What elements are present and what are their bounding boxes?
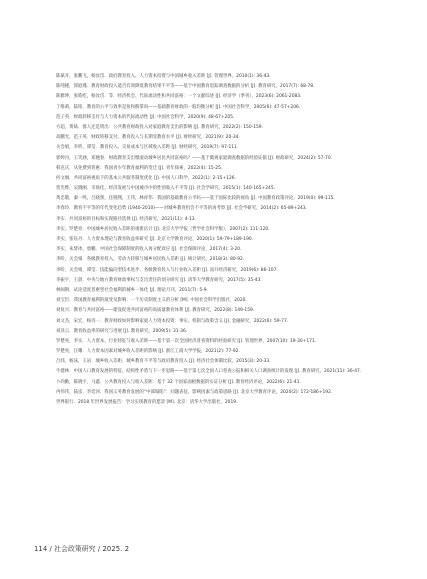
reference-entry: 吕炜，杨沫，王岩．城乡收入差距、城乡教育不平等与政府教育投入 [J]. 经济社会体制比较，2015(3): 20-33.	[56, 359, 271, 365]
reference-entry: 丁维莉，陆铭．教育的公平与效率是鱼和熊掌吗——基础教育财政的一般均衡分析 [J]. 中国社会科学，2005(6): 47-57+206.	[56, 104, 301, 110]
reference-entry: 陈雅坤，张皓屹，杨汝岱．等．经济机会、代际流动性和共同富裕：一个文献综述 [J]. 经济学（季刊），2023(6): 2061-2083.	[56, 94, 302, 100]
reference-entry: 高鹏光，范子英．财政转移支付、教育投入与长期受教育水平 [J]. 财经研究，2021(9): 20-34.	[56, 135, 240, 141]
reference-entry: 黄忠敬，秦一鸣，吕晓蕾，任晓翔，王伟，林祥伟．我国的基础教育公平吗——基于国际比较的视角 [J]. 中国教育政策评论，2019(0): 99-115.	[56, 196, 335, 202]
reference-entry: 罗楚亮，汪耀．人力资本因素对城乡收入差距的影响 [J]. 浙江工商大学学报，2021(2): 77-92.	[56, 349, 240, 355]
reference-entry: 范子英．财政转移支付与人力资本的代际流动性 [J]. 中国社会科学，2020(9): 48-67+205.	[56, 114, 235, 120]
reference-entry: 刘宝臣．我国教育福利的演变及影响：一个历史制度主义的分析 [M]. 中国社会科学出版社，2020.	[56, 298, 247, 304]
reference-entry: 林闽钢．试论适度普惠型社会福利的城乡一体化 [J]. 理论月刊，2011(7): 5-9.	[56, 287, 208, 293]
reference-entry: 李实，张钰丹．人力资本理论与教育收益率研究 [J]. 北京大学教育评论，2020(1): 59-79+189-190.	[56, 237, 254, 242]
reference-entry: 李昕，关会娟．各级教育投入、劳动力转移与城乡居民收入差距 [J]. 统计研究，2018(3): 80-92.	[56, 257, 245, 263]
reference-entry: 世界银行．2018 年世界发展报告：学习实现教育的愿景 [M]. 北京：清华大学出版社，2019.	[56, 400, 238, 405]
reference-entry: 贺光烨，吴晓刚．市场化、经济发展与中国城市中的性别收入不平等 [J]. 社会学研究，2015(1): 140-165+245.	[56, 186, 276, 192]
reference-entry: 郭婷丹，王笑涵，邓翘春．财政教育支出缴滚动城乡居民共同富裕吗？——基于微观家庭调查数据的经验证据 [J]. 财政研究，2024(2): 57-70.	[56, 155, 333, 161]
reference-entry: 陈纯槿，郅庭瑾．教育财政投入能否有效降低教育结果不平等——基于中国教育追踪调查数据的分析 [J]. 教育研究，2017(7): 68-78.	[56, 84, 315, 90]
reference-entry: 李春玲．教育不平等的年代变化趋势 (1940-2010)——对城乡教育机会不平等的再考察 [J]. 社会学研究，2014(2): 65-89+243.	[56, 206, 307, 212]
reference-entry: 刘泽云．教育收益率的研究与进展 [J]. 教育研究，2009(5): 31-36.	[56, 328, 188, 334]
reference-entry: 李昕，关会娟，谭莹．技能偏向型技术进步、各级教育投入与行业收入差距 [J]. 南开经济研究，2019(6): 86-107.	[56, 267, 278, 273]
reference-entry: 何文炯．共同富裕视角下的基本公共服务制度优化 [J]. 中国人口科学，2022(1): 2-15+126.	[56, 175, 236, 181]
reference-entry: 关会娟，李昕，谭莹．教育投入、交易成本与区域收入差距 [J]. 财经研究，2019(7): 97-111.	[56, 145, 239, 151]
reference-entry: 刘文杰，宋宏，杨诗一．教育财政如何影响家庭人力资本投资：事实、机制与政策含义 [J]. 金融研究，2022(6): 59-77.	[56, 318, 289, 324]
reference-entry: 李实．共同富裕的目标和实现路径选择 [J]. 经济研究，2021(11): 4-13.	[56, 216, 196, 222]
reference-entry: 方超，黄斌．群人还是资出：公共教育财政投入对家庭教育支出的影响 [J]. 教育研究，2022(2): 150-159.	[56, 124, 263, 130]
reference-list	[56, 73, 376, 409]
reference-entry: 韩克庆．从免费到普惠：我国青少年教育福利的变迁 [J]. 青年探索，2022(4): 15-25.	[56, 165, 223, 171]
reference-entry: 陈斌开，张鹏飞，杨汝岱．政府教育投入、人力资本投资与中国城乡收入差距 [J]. 管理世界，2010(1): 36-43.	[56, 74, 271, 79]
reference-entry: 李实，朱梦冰，詹鹏．中国社会保障制度的收入再分配效应 [J]. 社会保障评论，2017(4): 3-20.	[56, 247, 242, 253]
page-footer: 114 / 社会政策研究 / 2025. 2	[34, 545, 130, 553]
reference-entry: 李实，罗楚亮．中国城乡居民收入差距的重新估计 [J]. 北京大学学报（哲学社会科学版），2007(2): 111-120.	[56, 226, 270, 232]
reference-entry: 刘复兴．教育与共同富裕——建设促进共同富裕的高质量教育体系 [J]. 教育研究，2022(8): 149-159.	[56, 308, 255, 314]
reference-entry: 冉伟伟，陆彦，李廷河．我国义务教育发展的“中部塌陷”：问题表征、影响因素与政策思路 [J]. 北京大学教育评论，2020(2): 172-186+192.	[56, 389, 333, 395]
reference-entry: 卜尚勤，陈晓宇，马鑫．公共教育投入与收入差距：基于 32 个国家面板数据的实证分析 [J]. 教育经济评论，2022(6): 21-41.	[56, 379, 301, 385]
reference-entry: 李振宇，王晨．中央与地方教育财政事权与支出责任的划分研究 [J]. 清华大学教育研究，2017(5): 35-43.	[56, 277, 262, 283]
reference-entry: 牛建林．中国人口教育发展的特征、结构性矛盾与下一步思路——基于第七次全国人口普查公报和相关人口调查统计的发现 [J]. 教育研究，2021(11): 36-47.	[56, 369, 362, 375]
reference-entry: 罗楚亮，李实．人力资本、行业特征与收入差距——基于第一次全国经济普查资料的经验研究 [J]. 管理世界，2007(10): 19-30+171.	[56, 338, 317, 344]
